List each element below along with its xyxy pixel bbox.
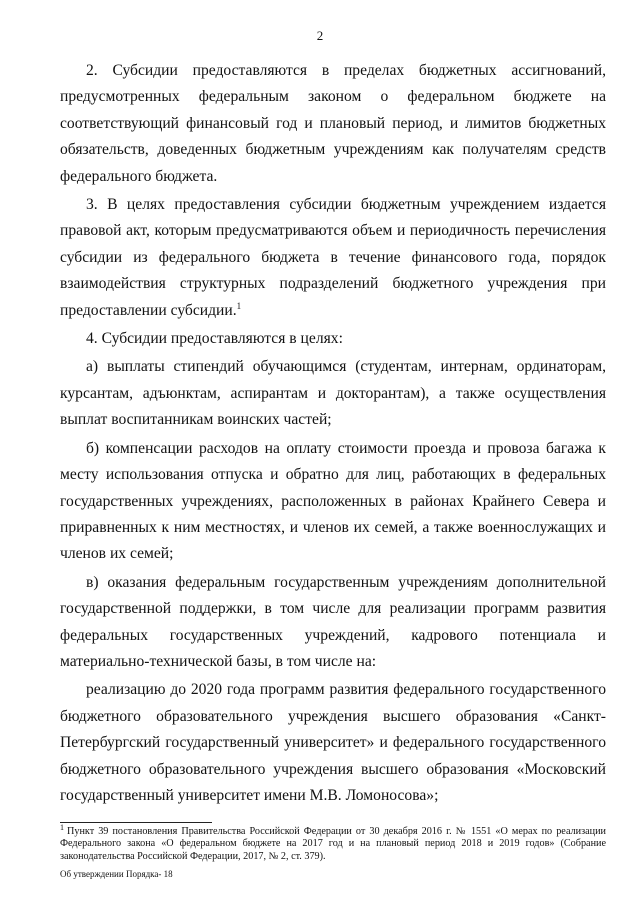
document-reference: Об утверждении Порядка- 18 [60,869,173,879]
footnote [60,822,606,863]
paragraph-3 [60,192,606,324]
footnote-divider [60,822,212,823]
footnote-reference: 1 [236,300,242,311]
paragraph-4v-item: реализацию до 2020 года программ развития федерального государственного бюджетного образовательного учреждения высшего образования «Санкт-Петербургский государственный университет» и федерального государственного бюджетного образовательного учреждения высшего образования «Московский государственный университет имени М.В. Ломоносова»; [60,681,606,804]
page-number: 2 [316,28,324,43]
footnote-text: Пункт 39 постановления Правительства Российской Федерации от 30 декабря 2016 г. № 1551 «О мерах по реализации Федерального закона «О федеральном бюджете на 2017 год и на плановый период 2018 и 2019 годов» (Собрание законодательства Российской Федерации, 2017, № 2, ст. 379). [60,826,606,862]
paragraph-4b: б) компенсации расходов на оплату стоимости проезда и провоза багажа к месту использования отпуска и обратно для лиц, работающих в федеральных государственных учреждениях, расположенных в районах Крайнего Севера и приравненных к ним местностях, и членов их семей, а также военнослужащих и членов их семей; [60,439,606,563]
footnote-mark: 1 [60,822,64,832]
paragraph-4a: а) выплаты стипендий обучающимся (студентам, интернам, ординаторам, курсантам, адъюнктам, аспирантам и докторантам), а также осуществления выплат воспитанникам воинских частей; [60,358,606,429]
paragraph-4: 4. Субсидии предоставляются в целях: [86,330,343,348]
paragraph-2: 2. Субсидии предоставляются в пределах бюджетных ассигнований, предусмотренных федеральным законом о федеральном бюджете на соответствующий финансовый год и плановый период, и лимитов бюджетных обязательств, доведенных бюджетным учреждениям как получателям средств федерального бюджета. [60,62,606,185]
paragraph-4v: в) оказания федеральным государственным учреждениям дополнительной государственной поддержки, в том числе для реализации программ развития федеральных государственных учреждений, кадрового потенциала и материально-технической базы, в том числе на: [60,573,606,670]
paragraph-3-text: 3. В целях предоставления субсидии бюджетным учреждением издается правовой акт, которым предусматриваются объем и периодичность перечисления субсидии из федерального бюджета в течение финансового года, порядок взаимодействия структурных подразделений бюджетного учреждения при предоставлении субсидии. [60,196,606,319]
document-body [60,58,606,811]
